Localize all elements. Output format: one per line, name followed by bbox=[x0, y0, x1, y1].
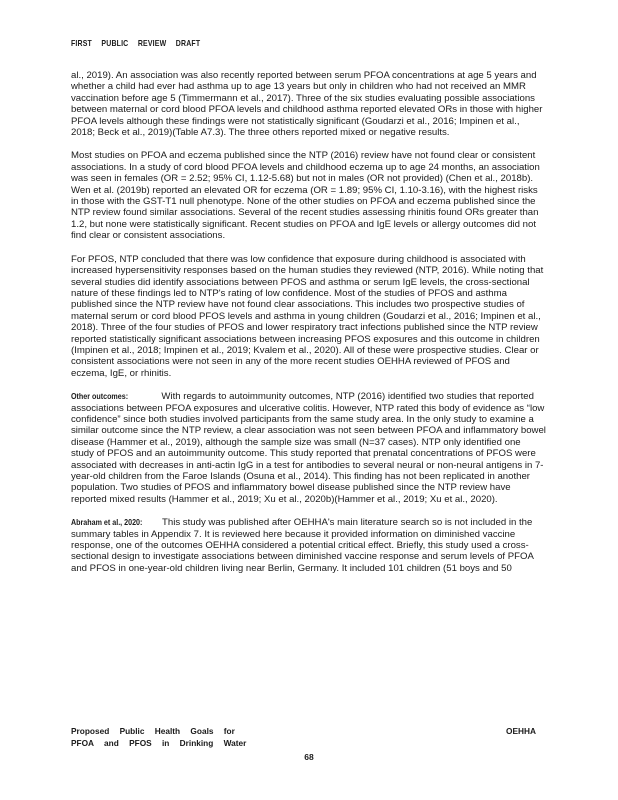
footer-title-line: PFOA and PFOS in Drinking Water bbox=[71, 738, 247, 748]
paragraph-lead: Abraham et al., 2020: bbox=[71, 517, 143, 528]
paragraph-text: For PFOS, NTP concluded that there was low confidence that exposure during childhood is associated with increased hypersensitivity responses based on the human studies they reviewed (NTP, 2016). While noting that several studies did identify associations between PFOS and asthma or serum IgE levels, the cross-sectional nature of these findings led to NTP's rating of low confidence. Most of the studies of PFOS and asthma published since the NTP review have not found clear associations. This includes two prospective studies of maternal serum or cord blood PFOS levels and asthma in young children (Goudarzi et al., 2016; Impinen et al., 2018). Three of the four studies of PFOS and lower respiratory tract infections published since the NTP review reported statistically significant associations between increasing PFOS exposures and this outcome in children (Impinen et al., 2018; Impinen et al., 2019; Kvalem et al., 2020). All of these were prospective studies. Clear or consistent associations were not seen in any of the more recent studies OEHHA reviewed of PFOS and eczema, IgE, or rhinitis. bbox=[71, 253, 544, 379]
paragraph-pfos-hypersensitivity bbox=[71, 254, 546, 379]
footer-agency: OEHHA bbox=[506, 726, 536, 736]
page-number: 68 bbox=[304, 752, 314, 762]
paragraph-text: This study was published after OEHHA's main literature search so is not included in the summary tables in Appendix 7. It is reviewed here because it provided information on diminished vaccine response, one of the outcomes OEHHA considered a potential critical effect. Briefly, this study used a cross-sectional design to investigate associations between diminished vaccine response and serum levels of PFOA and PFOS in one-year-old children living near Berlin, Germany. It included 101 children (51 boys and 50 bbox=[71, 517, 534, 574]
paragraph-text: With regards to autoimmunity outcomes, NTP (2016) identified two studies that reported associations between PFOA exposures and ulcerative colitis. However, NTP rated this body of evidence as “low confidence” since both studies involved participants from the same study area. In the only study to examine a similar outcome since the NTP review, a clear association was not seen between PFOA and inflammatory bowel disease (Hammer et al., 2019), although the sample size was small (N=37 cases). NTP only identified one study of PFOS and an autoimmunity outcome. This study reported that prenatal concentrations of PFOS were associated with decreases in anti-actin IgG in a test for antibodies to several neural or non-neural antigens in 7-year-old children from the Faroe Islands (Osuna et al., 2014). This finding has not been replicated in another population. Two studies of PFOS and inflammatory bowel disease published since the NTP review have reported mixed results (Hammer et al., 2019; Xu et al., 2020b)(Hammer et al., 2019; Xu et al., 2020). bbox=[71, 391, 546, 505]
paragraph-text: al., 2019). An association was also recently reported between serum PFOA concentrations at age 5 years and whether a child had ever had asthma up to age 13 years but only in children who had not received an MMR vaccination before age 5 (Timmermann et al., 2017). Three of the six studies evaluating possible associations between maternal or cord blood PFOA levels and childhood asthma reported elevated ORs in those with higher PFOA levels although these findings were not statistically significant (Goudarzi et al., 2016; Impinen et al., 2018; Beck et al., 2019)(Table A7.3). The three others reported mixed or negative results. bbox=[71, 70, 543, 139]
paragraph-abraham-2020 bbox=[71, 517, 546, 574]
paragraph-asthma-pfoa bbox=[71, 70, 546, 138]
footer-title-line: Proposed Public Health Goals for bbox=[71, 726, 235, 736]
paragraph-eczema-pfoa bbox=[71, 150, 546, 241]
running-header: FIRST PUBLIC REVIEW DRAFT bbox=[71, 38, 201, 48]
body-text bbox=[71, 70, 546, 586]
paragraph-text: Most studies on PFOA and eczema published since the NTP (2016) review have not found clear or consistent associations. In a study of cord blood PFOA levels and childhood eczema up to age 24 months, an association was seen in females (OR = 2.52; 95% CI, 1.12-5.68) but not in males (OR not provided) (Chen et al., 2018b). Wen et al. (2019b) reported an elevated OR for eczema (OR = 1.89; 95% CI, 1.10-3.16), with the highest risks in those with the GST-T1 null phenotype. None of the other studies on PFOA and eczema published since the NTP review found similar associations. Several of the recent studies assessing rhinitis found ORs greater than 1.2, but none were statistically significant. Recent studies on PFOA and IgE levels or allergy outcomes did not find clear or consistent associations. bbox=[71, 150, 540, 242]
footer-document-title bbox=[71, 725, 271, 749]
paragraph-other-outcomes bbox=[71, 391, 546, 505]
paragraph-lead: Other outcomes: bbox=[71, 391, 129, 402]
